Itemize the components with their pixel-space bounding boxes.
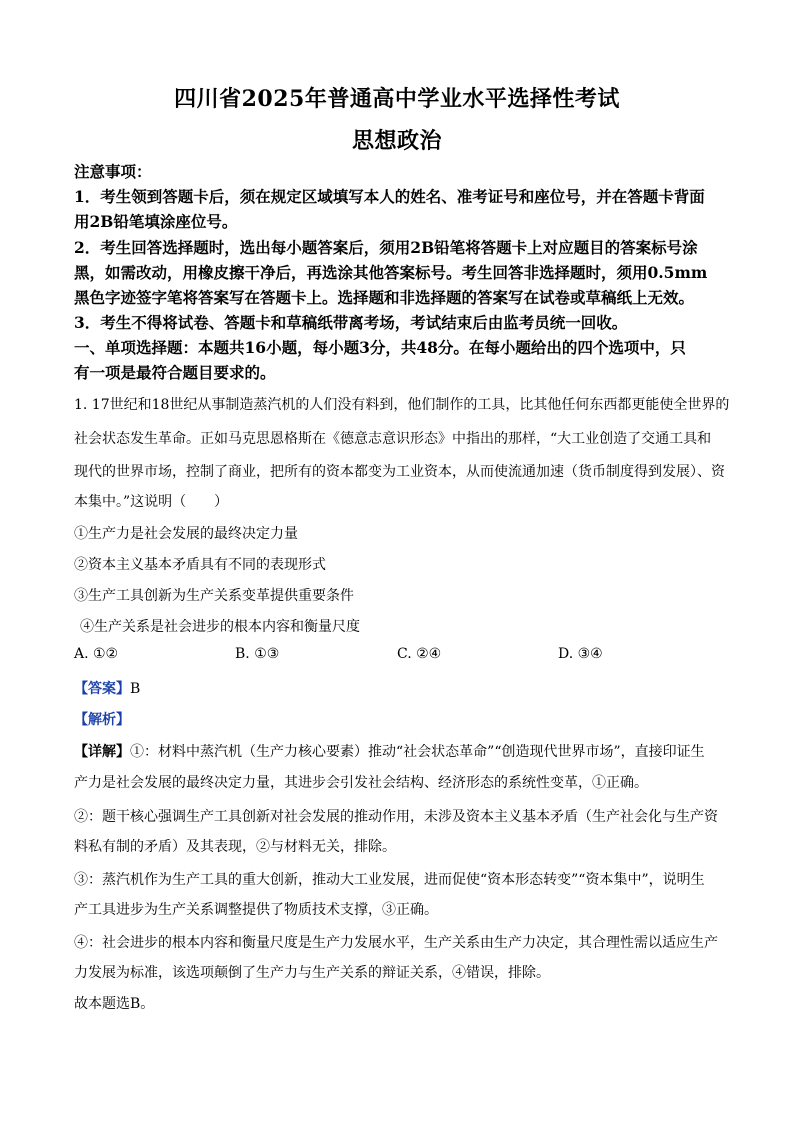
section-heading: 一、单项选择题：本题共16小题，每小题3分，共48分。在每小题给出的四个选项中，只 bbox=[74, 338, 686, 357]
option-c: C. ②④ bbox=[397, 646, 442, 662]
option-a: A. ①② bbox=[74, 646, 119, 662]
detail-line: ④：社会进步的根本内容和衡量尺度是生产力发展水平，生产关系由生产力决定，其合理性需以适应生产 bbox=[74, 935, 718, 951]
statement-item: ②资本主义基本矛盾具有不同的表现形式 bbox=[74, 557, 326, 573]
question-stem: 本集中。”这说明（ ） bbox=[74, 494, 229, 510]
detail-tag: 【详解】 bbox=[74, 744, 130, 760]
question-stem: 1. 17世纪和18世纪从事制造蒸汽机的人们没有料到，他们制作的工具，比其他任何东西都更能使全世界的 bbox=[74, 397, 730, 413]
analysis-line bbox=[74, 709, 734, 729]
detail-line: ②：题干核心强调生产工具创新对社会发展的推动作用，未涉及资本主义基本矛盾（生产社会化与生产资 bbox=[74, 809, 718, 825]
notice-line: 用2B铅笔填涂座位号。 bbox=[74, 212, 238, 231]
notice-line: 黑，如需改动，用橡皮擦干净后，再选涂其他答案标号。考生回答非选择题时，须用0.5mm bbox=[74, 263, 708, 282]
question-stem: 社会状态发生革命。正如马克思恩格斯在《德意志意识形态》中指出的那样，“大工业创造了交通工具和 bbox=[74, 431, 712, 447]
option-b: B. ①③ bbox=[235, 646, 280, 662]
detail-line: 产力是社会发展的最终决定力量，其进步会引发社会结构、经济形态的系统性变革，①正确。 bbox=[74, 775, 648, 791]
statement-item: ③生产工具创新为生产关系变革提供重要条件 bbox=[74, 588, 354, 604]
exam-subject: 思想政治 bbox=[351, 128, 442, 154]
notice-line: 2．考生回答选择题时，选出每小题答案后，须用2B铅笔将答题卡上对应题目的答案标号涂 bbox=[74, 238, 698, 257]
answer-value: B bbox=[130, 681, 141, 697]
detail-text: ①：材料中蒸汽机（生产力核心要素）推动“社会状态革命”“创造现代世界市场”，直接印证生 bbox=[130, 744, 705, 760]
option-d: D. ③④ bbox=[558, 646, 603, 662]
notice-line: 1．考生领到答题卡后，须在规定区域填写本人的姓名、准考证号和座位号，并在答题卡背面 bbox=[74, 187, 705, 206]
detail-line: ③：蒸汽机作为生产工具的重大创新，推动大工业发展，进而促使“资本形态转变”“资本集中”，说明生 bbox=[74, 872, 705, 888]
detail-line: 力发展为标准，该选项颠倒了生产力与生产关系的辩证关系，④错误，排除。 bbox=[74, 965, 550, 981]
conclusion-line: 故本题选B。 bbox=[74, 996, 155, 1012]
statement-item: ④生产关系是社会进步的根本内容和衡量尺度 bbox=[80, 619, 360, 635]
detail-line: 料私有制的矛盾）及其表现，②与材料无关，排除。 bbox=[74, 839, 396, 855]
detail-line bbox=[74, 741, 734, 761]
exam-title: 四川省2025年普通高中学业水平选择性考试 bbox=[174, 86, 620, 112]
question-stem: 现代的世界市场，控制了商业，把所有的资本都变为工业资本，从而使流通加速（货币制度得到发展）、资 bbox=[74, 464, 725, 480]
answer-tag: 【答案】 bbox=[74, 681, 130, 697]
section-heading: 有一项是最符合题目要求的。 bbox=[74, 363, 276, 382]
notice-line: 3．考生不得将试卷、答题卡和草稿纸带离考场，考试结束后由监考员统一回收。 bbox=[74, 313, 628, 332]
analysis-tag: 【解析】 bbox=[74, 712, 130, 728]
statement-item: ①生产力是社会发展的最终决定力量 bbox=[74, 526, 298, 542]
answer-line bbox=[74, 678, 734, 698]
notice-heading: 注意事项： bbox=[74, 162, 152, 181]
notice-line: 黑色字迹签字笔将答案写在答题卡上。选择题和非选择题的答案写在试卷或草稿纸上无效。 bbox=[74, 288, 695, 307]
detail-line: 产工具进步为生产关系调整提供了物质技术支撑，③正确。 bbox=[74, 902, 438, 918]
